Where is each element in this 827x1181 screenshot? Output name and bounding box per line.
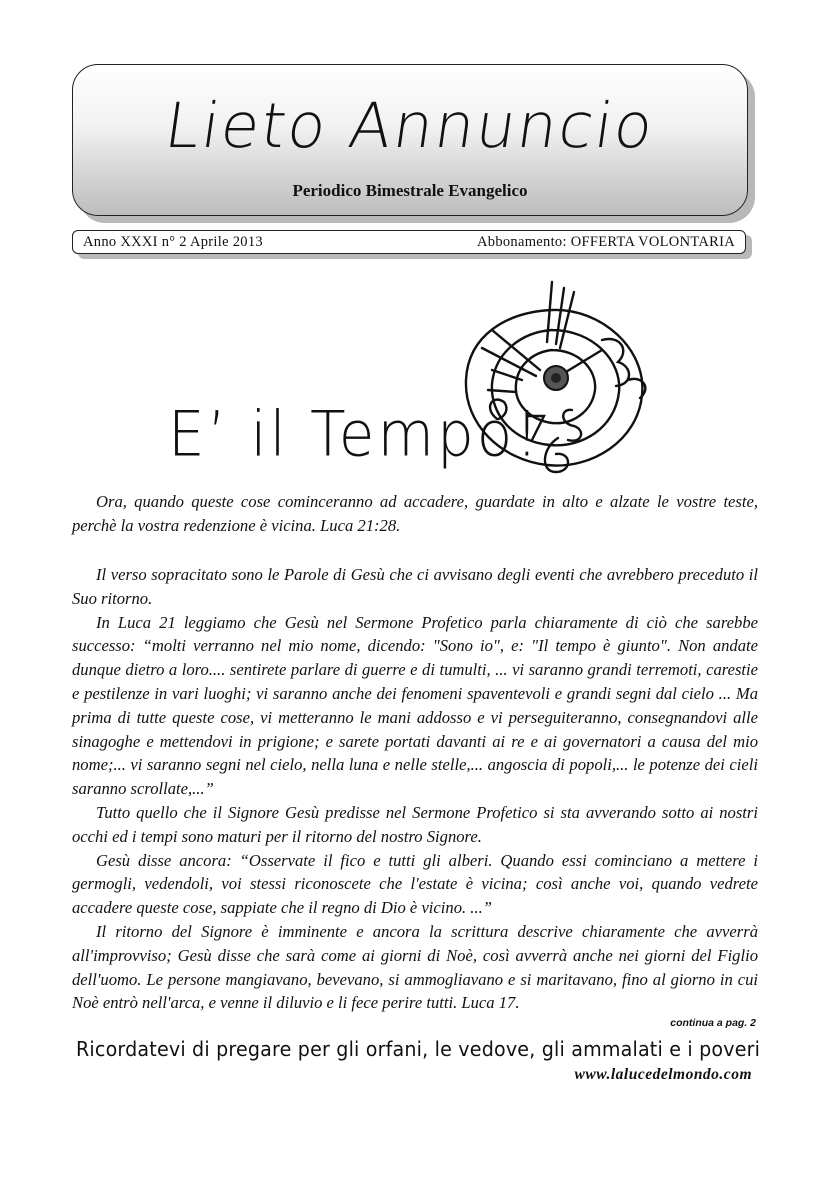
article-paragraph: Tutto quello che il Signore Gesù predisse nel Sermone Profetico si sta avverando sotto ai nostri occhi ed i tempi sono maturi per il ritorno del nostro Signore. (72, 802, 758, 846)
article-headline: E’ il Tempo! (168, 397, 542, 471)
article-body (72, 563, 758, 1015)
newsletter-title: Lieto Annuncio (160, 89, 660, 162)
article-paragraph: In Luca 21 leggiamo che Gesù nel Sermone Profetico parla chiaramente di ciò che sarebbe successo: “molti verranno nel mio nome, dicendo: "Sono io", e: "Il tempo è giunto". Non andate dunque dietro a loro.... sentirete parlare di guerre e di tumulti, ... vi saranno grandi terremoti, carestie e pestilenze in vari luoghi; vi saranno anche dei fenomeni spaventevoli e grandi segni dal cielo ... Ma prima di tutte queste cose, vi metteranno le mani addosso e vi perseguiteranno, consegnandovi alle sinagoghe e mettendovi in prigione; e sarete portati davanti ai re e ai governatori a causa del mio nome;... vi saranno segni nel cielo, nella luna e nelle stelle,... angoscia di popoli,... le potenze dei cieli saranno scrollate,...” (72, 612, 758, 799)
prayer-request: Ricordatevi di pregare per gli orfani, le vedove, gli ammalati e i poveri (76, 1037, 761, 1061)
clock-icon (452, 280, 662, 480)
article-paragraph: Gesù disse ancora: “Osservate il fico e tutti gli alberi. Quando essi cominciano a mettere i germogli, vedendoli, voi stessi riconoscete che l'estate è vicina; così anche voi, quando vedrete accadere queste cose, sappiate che il regno di Dio è vicino. ...” (72, 850, 758, 918)
verse-text: Ora, quando queste cose cominceranno ad accadere, guardate in alto e alzate le vostre teste, perchè la vostra redenzione è vicina. Luca 21:28. (72, 492, 758, 535)
website-link[interactable]: www.lalucedelmondo.com (574, 1066, 752, 1083)
subscription-info: Abbonamento: OFFERTA VOLONTARIA (477, 234, 735, 250)
issue-info-bar (72, 230, 746, 254)
article-paragraph: Il ritorno del Signore è imminente e ancora la scrittura descrive chiaramente che avverrà all'improvviso; Gesù disse che sarà come ai giorni di Noè, così avverrà anche nei giorni del Figlio dell'uomo. Le persone mangiavano, bevevano, si ammogliavano e si maritavano, fino al giorno in cui Noè entrò nell'arca, e venne il diluvio e li fece perire tutti. Luca 17. (72, 921, 758, 1013)
masthead (72, 64, 748, 216)
newsletter-subtitle: Periodico Bimestrale Evangelico (292, 181, 528, 200)
issue-date: Anno XXXI n° 2 Aprile 2013 (83, 234, 263, 250)
article-paragraph: Il verso sopracitato sono le Parole di Gesù che ci avvisano degli eventi che avrebbero preceduto il Suo ritorno. (72, 565, 758, 608)
continued-note: continua a pag. 2 (670, 1017, 756, 1029)
opening-verse (72, 490, 758, 538)
